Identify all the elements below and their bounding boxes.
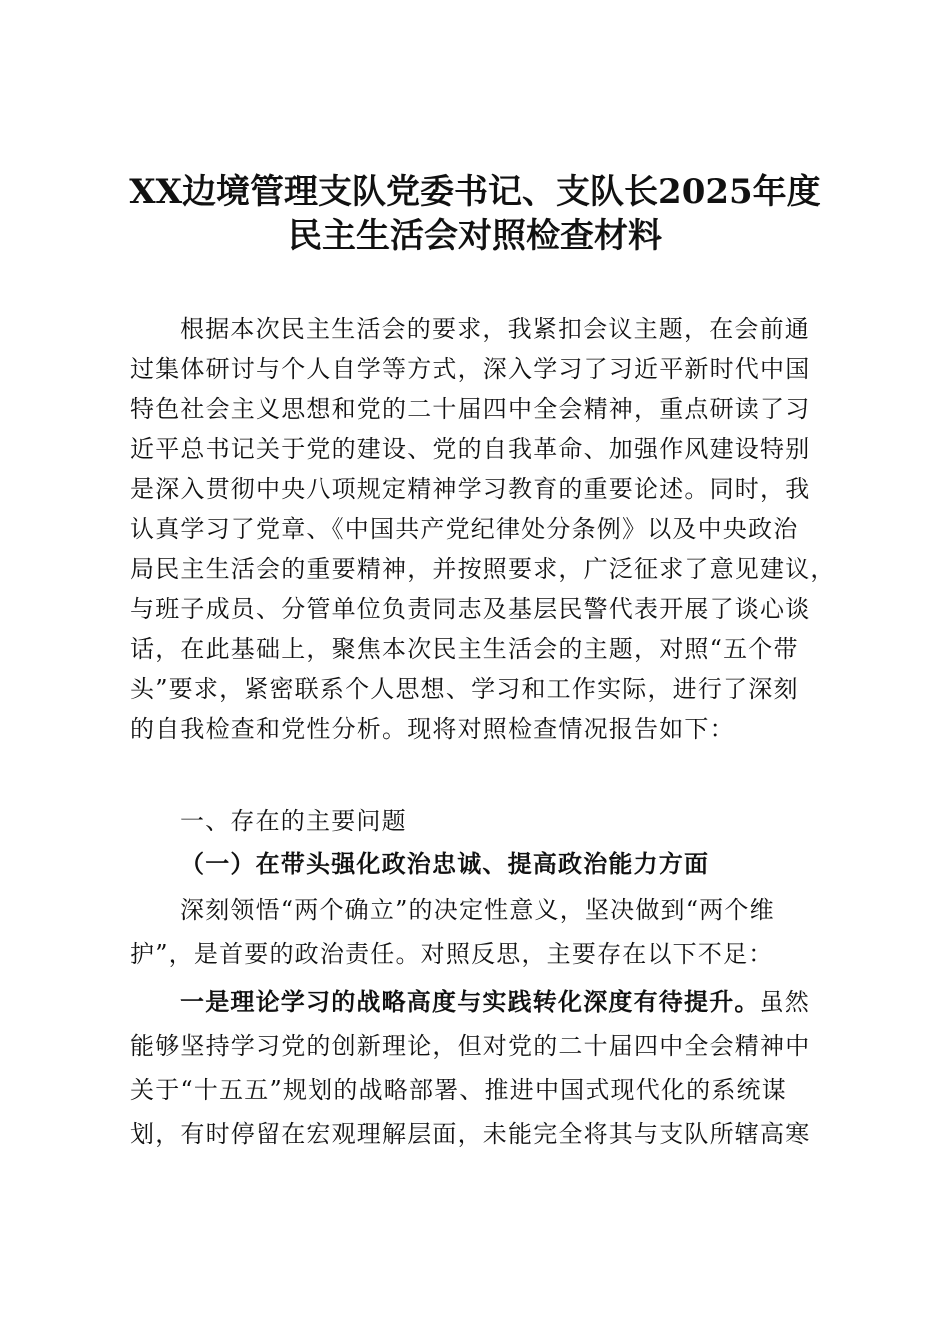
intro-line: 头”要求，紧密联系个人思想、学习和工作实际，进行了深刻 bbox=[130, 675, 799, 703]
intro-line: 话，在此基础上，聚焦本次民主生活会的主题，对照“五个带 bbox=[130, 635, 799, 663]
point-line: 能够坚持学习党的创新理论，但对党的二十届四中全会精神中 bbox=[130, 1032, 811, 1060]
intro-line: 是深入贯彻中央八项规定精神学习教育的重要论述。同时，我 bbox=[130, 475, 811, 503]
point-lead-rest: 虽然 bbox=[759, 988, 811, 1016]
paragraph-line: 深刻领悟“两个确立”的决定性意义，坚决做到“两个维 bbox=[180, 896, 775, 924]
intro-line: 的自我检查和党性分析。现将对照检查情况报告如下： bbox=[130, 715, 735, 743]
subsection-heading: （一）在带头强化政治忠诚、提高政治能力方面 bbox=[180, 849, 710, 878]
point-bold-lead: 一是理论学习的战略高度与实践转化深度有待提升。 bbox=[180, 987, 760, 1016]
document-title-line-2: 民主生活会对照检查材料 bbox=[288, 216, 662, 256]
intro-line: 认真学习了党章、《中国共产党纪律处分条例》以及中央政治 bbox=[130, 515, 799, 543]
intro-line: 近平总书记关于党的建设、党的自我革命、加强作风建设特别 bbox=[130, 435, 811, 463]
point-line: 划，有时停留在宏观理解层面，未能完全将其与支队所辖高寒 bbox=[130, 1120, 811, 1148]
point-line: 关于“十五五”规划的战略部署、推进中国式现代化的系统谋 bbox=[130, 1076, 787, 1104]
point-line bbox=[180, 982, 810, 1022]
intro-line: 根据本次民主生活会的要求，我紧扣会议主题，在会前通 bbox=[180, 315, 810, 343]
intro-line: 与班子成员、分管单位负责同志及基层民警代表开展了谈心谈 bbox=[130, 595, 811, 623]
document-title-line-1: XX边境管理支队党委书记、支队长2025年度 bbox=[129, 172, 821, 212]
intro-line: 特色社会主义思想和党的二十届四中全会精神，重点研读了习 bbox=[130, 395, 811, 423]
section-heading: 一、存在的主要问题 bbox=[180, 807, 407, 835]
intro-line: 过集体研讨与个人自学等方式，深入学习了习近平新时代中国 bbox=[130, 355, 811, 383]
intro-line: 局民主生活会的重要精神，并按照要求，广泛征求了意见建议， bbox=[130, 555, 836, 583]
paragraph-line: 护”，是首要的政治责任。对照反思，主要存在以下不足： bbox=[130, 940, 774, 968]
